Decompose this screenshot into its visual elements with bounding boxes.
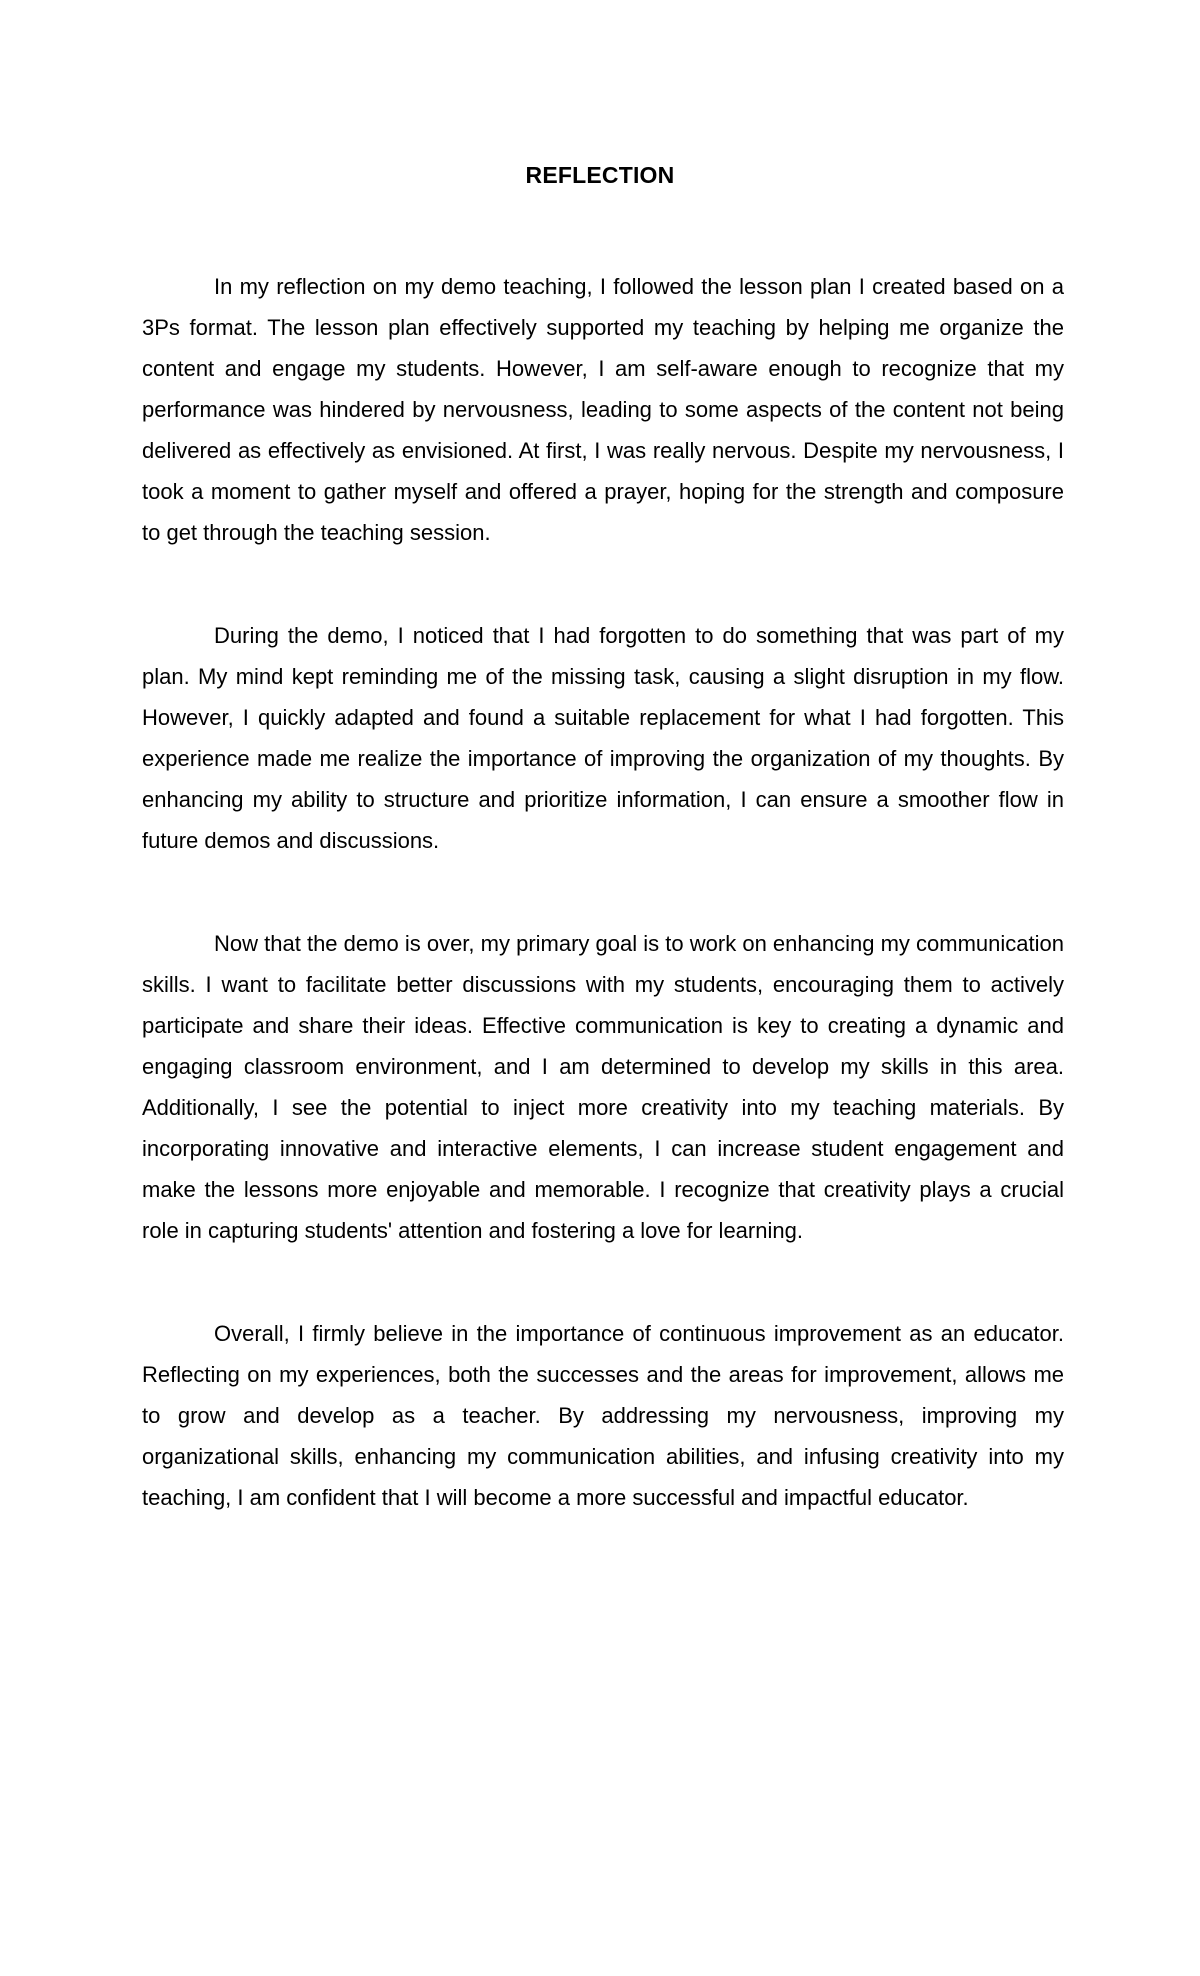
paragraph-1: In my reflection on my demo teaching, I followed the lesson plan I created based on a 3Ps format. The lesson plan effectively supported my teaching by helping me organize the content and engage my students. However, I am self-aware enough to recognize that my performance was hindered by nervousness, leading to some aspects of the content not being delivered as effectively as envisioned. At first, I was really nervous. Despite my nervousness, I took a moment to gather myself and offered a prayer, hoping for the strength and composure to get through the teaching session.	[142, 274, 1064, 545]
paragraph-3: Now that the demo is over, my primary goal is to work on enhancing my communication skills. I want to facilitate better discussions with my students, encouraging them to actively participate and share their ideas. Effective communication is key to creating a dynamic and engaging classroom environment, and I am determined to develop my skills in this area. Additionally, I see the potential to inject more creativity into my teaching materials. By incorporating innovative and interactive elements, I can increase student engagement and make the lessons more enjoyable and memorable. I recognize that creativity plays a crucial role in capturing students' attention and fostering a love for learning.	[142, 931, 1064, 1243]
document-title: REFLECTION	[525, 162, 675, 188]
paragraph-2: During the demo, I noticed that I had forgotten to do something that was part of my plan. My mind kept reminding me of the missing task, causing a slight disruption in my flow. However, I quickly adapted and found a suitable replacement for what I had forgotten. This experience made me realize the importance of improving the organization of my thoughts. By enhancing my ability to structure and prioritize information, I can ensure a smoother flow in future demos and discussions.	[142, 623, 1064, 853]
paragraph-4: Overall, I firmly believe in the importance of continuous improvement as an educator. Reflecting on my experiences, both the successes and the areas for improvement, allows me to grow and develop as a teacher. By addressing my nervousness, improving my organizational skills, enhancing my communication abilities, and infusing creativity into my teaching, I am confident that I will become a more successful and impactful educator.	[142, 1321, 1064, 1510]
document-body	[142, 266, 1064, 1580]
